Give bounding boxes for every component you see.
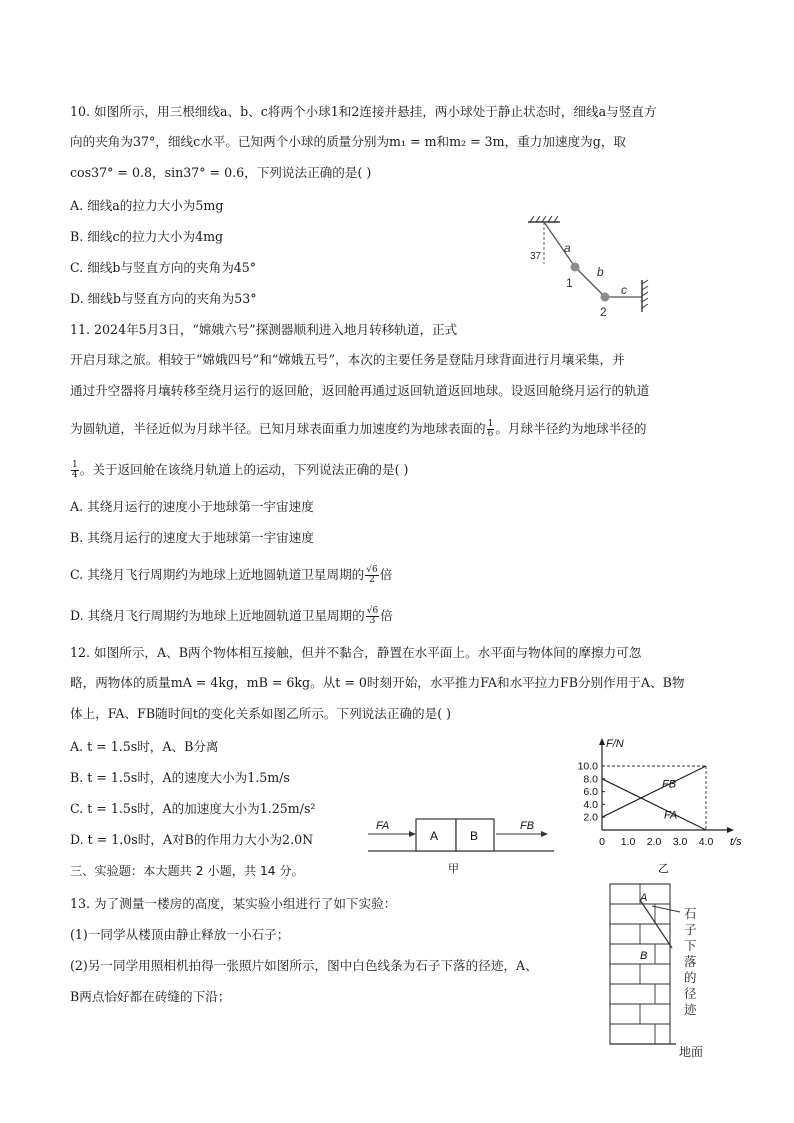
q13-stem-line1: 13. 为了测量一楼房的高度，某实验小组进行了如下实验： <box>70 896 397 911</box>
q11-option-b: B. 其绕月运行的速度大于地球第一宇宙速度 <box>70 530 314 545</box>
x-tick-label: 1.0 <box>620 836 636 848</box>
y-tick-label: 4.0 <box>583 798 598 811</box>
trace-label <box>684 907 697 1017</box>
fraction-denominator: 6 <box>487 429 494 439</box>
point-a-label: A <box>640 892 648 904</box>
q10-option-d: D. 细线b与竖直方向的夹角为53° <box>70 291 257 306</box>
fraction-one-sixth <box>487 420 495 439</box>
q10-stem-line3: cos37° = 0.8，sin37° = 0.6，下列说法正确的是( ) <box>70 165 372 180</box>
trace-label-char: 落 <box>684 955 697 969</box>
y-axis-label: F/N <box>606 738 624 750</box>
force-fb-label: FB <box>520 820 535 832</box>
q13-stem-line4: B两点恰好都在砖缝的下沿； <box>70 989 231 1004</box>
q10-option-a: A. 细线a的拉力大小为5mg <box>70 198 224 213</box>
figure-jia-caption: 甲 <box>448 863 459 875</box>
force-fa-label: FA <box>376 820 390 832</box>
trace-label-char: 径 <box>684 987 697 1001</box>
trace-label-char: 子 <box>684 923 697 937</box>
q11-option-c-text: C. 其绕月飞行周期约为地球上近地圆轨道卫星周期的 <box>70 567 365 582</box>
line-a-label: a <box>564 241 571 255</box>
q11-option-d-bei: 倍 <box>380 608 393 623</box>
line-b-label: b <box>597 265 604 279</box>
y-tick-label: 8.0 <box>583 773 598 786</box>
q12-figure-jia <box>364 812 564 878</box>
q12-option-b: B. t = 1.5s时，A的速度大小为1.5m/s <box>70 770 290 785</box>
q12-option-c: C. t = 1.5s时，A的加速度大小为1.25m/s² <box>70 801 316 816</box>
q13-stem-line3: (2)另一同学用照相机拍得一张照片如图所示，图中白色线条为石子下落的径迹，A、 <box>70 958 538 973</box>
q10-hanging-balls-figure <box>514 214 664 324</box>
fraction-root6-over-3 <box>366 607 379 626</box>
trace-label-char: 下 <box>684 939 697 953</box>
q11-stem-line1: 11. 2024年5月3日，“嫦娥六号”探测器顺利进入地月转移轨道，正式 <box>70 322 458 337</box>
ground-label: 地面 <box>679 1045 704 1059</box>
x-tick-label: 4.0 <box>698 836 714 848</box>
y-tick-label: 6.0 <box>583 786 598 799</box>
angle-label: 37 <box>530 251 542 262</box>
x-axis-label: t/s <box>730 836 742 848</box>
trace-label-char: 的 <box>684 971 697 985</box>
q10-option-c: C. 细线b与竖直方向的夹角为45° <box>70 260 257 275</box>
q12-stem-line3: 体上，FA、FB随时间t的变化关系如图乙所示。下列说法正确的是( ) <box>70 706 452 721</box>
q12-option-a: A. t = 1.5s时，A、B分离 <box>70 739 219 754</box>
x-tick-label: 3.0 <box>672 836 688 848</box>
y-tick-label: 10.0 <box>577 760 598 773</box>
series-label-fa: FA <box>664 809 678 822</box>
q11-stem-line3: 通过升空器将月壤转移至绕月运行的返回舱，返回舱再通过返回轨道返回地球。设返回舱绕月运行的轨道 <box>70 383 650 398</box>
fraction-numerator: √6 <box>366 606 379 616</box>
q11-stem-line5 <box>70 461 408 480</box>
q13-stem-line2: (1)一同学从楼顶由静止释放一小石子； <box>70 927 290 942</box>
fraction-denominator: 3 <box>369 616 376 626</box>
q11-option-c-bei: 倍 <box>379 567 393 582</box>
x-axis-arrow <box>727 827 734 833</box>
series-label-fb: FB <box>662 778 677 791</box>
q10-stem-line2: 向的夹角为37°，细线c水平。已知两个小球的质量分别为m₁ = m和m₂ = 3m，重力加速度为g，取 <box>70 134 627 149</box>
y-tick-label: 2.0 <box>583 811 598 824</box>
x-tick-label: 0 <box>599 836 605 848</box>
q10-stem-line1: 10. 如图所示，用三根细线a、b、c将两个小球1和2连接并悬挂，两小球处于静止状态时，细线a与竖直方 <box>70 104 657 119</box>
fraction-denominator: 4 <box>72 470 78 480</box>
ball-1-label: 1 <box>566 276 573 290</box>
box-a-label: A <box>430 829 439 843</box>
q11-option-a: A. 其绕月运行的速度小于地球第一宇宙速度 <box>70 499 314 514</box>
fraction-one-quarter <box>71 461 79 480</box>
section-3-heading: 三、实验题：本大题共 2 小题，共 14 分。 <box>70 864 304 878</box>
q11-stem-line4 <box>70 420 646 439</box>
line-c-label: c <box>621 283 627 297</box>
q11-option-c <box>70 566 392 585</box>
q13-brick-wall-figure <box>600 878 730 1066</box>
trace-label-char: 石 <box>684 907 697 921</box>
x-tick-label: 2.0 <box>646 836 662 848</box>
q12-stem-line2: 略，两物体的质量mA = 4kg，mB = 6kg。从t = 0时刻开始，水平推力FA和水平拉力FB分别作用于A、B物 <box>70 675 685 690</box>
q10-option-b: B. 细线c的拉力大小为4mg <box>70 229 224 244</box>
q11-line4-text-a: 为圆轨道，半径近似为月球半径。已知月球表面重力加速度约为地球表面的 <box>70 421 486 436</box>
fraction-numerator: 1 <box>487 419 494 429</box>
figure-yi-caption: 乙 <box>658 863 669 875</box>
q12-force-time-chart <box>568 732 748 882</box>
y-axis-arrow <box>599 738 605 745</box>
fraction-numerator: √6 <box>366 565 378 575</box>
q11-stem-line2: 开启月球之旅。相较于“嫦娥四号”和“嫦娥五号”，本次的主要任务是登陆月球背面进行月壤采集，并 <box>70 352 625 367</box>
series-line-fa <box>602 779 706 830</box>
box-b-label: B <box>470 829 479 843</box>
fraction-root6-over-2 <box>365 566 378 585</box>
q11-line4-text-b: 。月球半径约为地球半径的 <box>495 421 647 436</box>
point-b-label: B <box>640 950 648 962</box>
q11-line5-text: 。关于返回舱在该绕月轨道上的运动，下列说法正确的是( ) <box>79 462 409 477</box>
ball-2-label: 2 <box>600 305 607 319</box>
trace-label-char: 迹 <box>684 1003 697 1017</box>
q11-option-d <box>70 607 393 626</box>
q12-stem-line1: 12. 如图所示，A、B两个物体相互接触，但并不黏合，静置在水平面上。水平面与物体间的摩擦力可忽 <box>70 645 642 660</box>
q12-option-d: D. t = 1.0s时，A对B的作用力大小为2.0N <box>70 832 314 847</box>
q11-option-d-text: D. 其绕月飞行周期约为地球上近地圆轨道卫星周期的 <box>70 608 365 623</box>
fraction-numerator: 1 <box>72 460 78 470</box>
fraction-denominator: 2 <box>369 575 375 585</box>
series-line-fb <box>602 766 706 817</box>
